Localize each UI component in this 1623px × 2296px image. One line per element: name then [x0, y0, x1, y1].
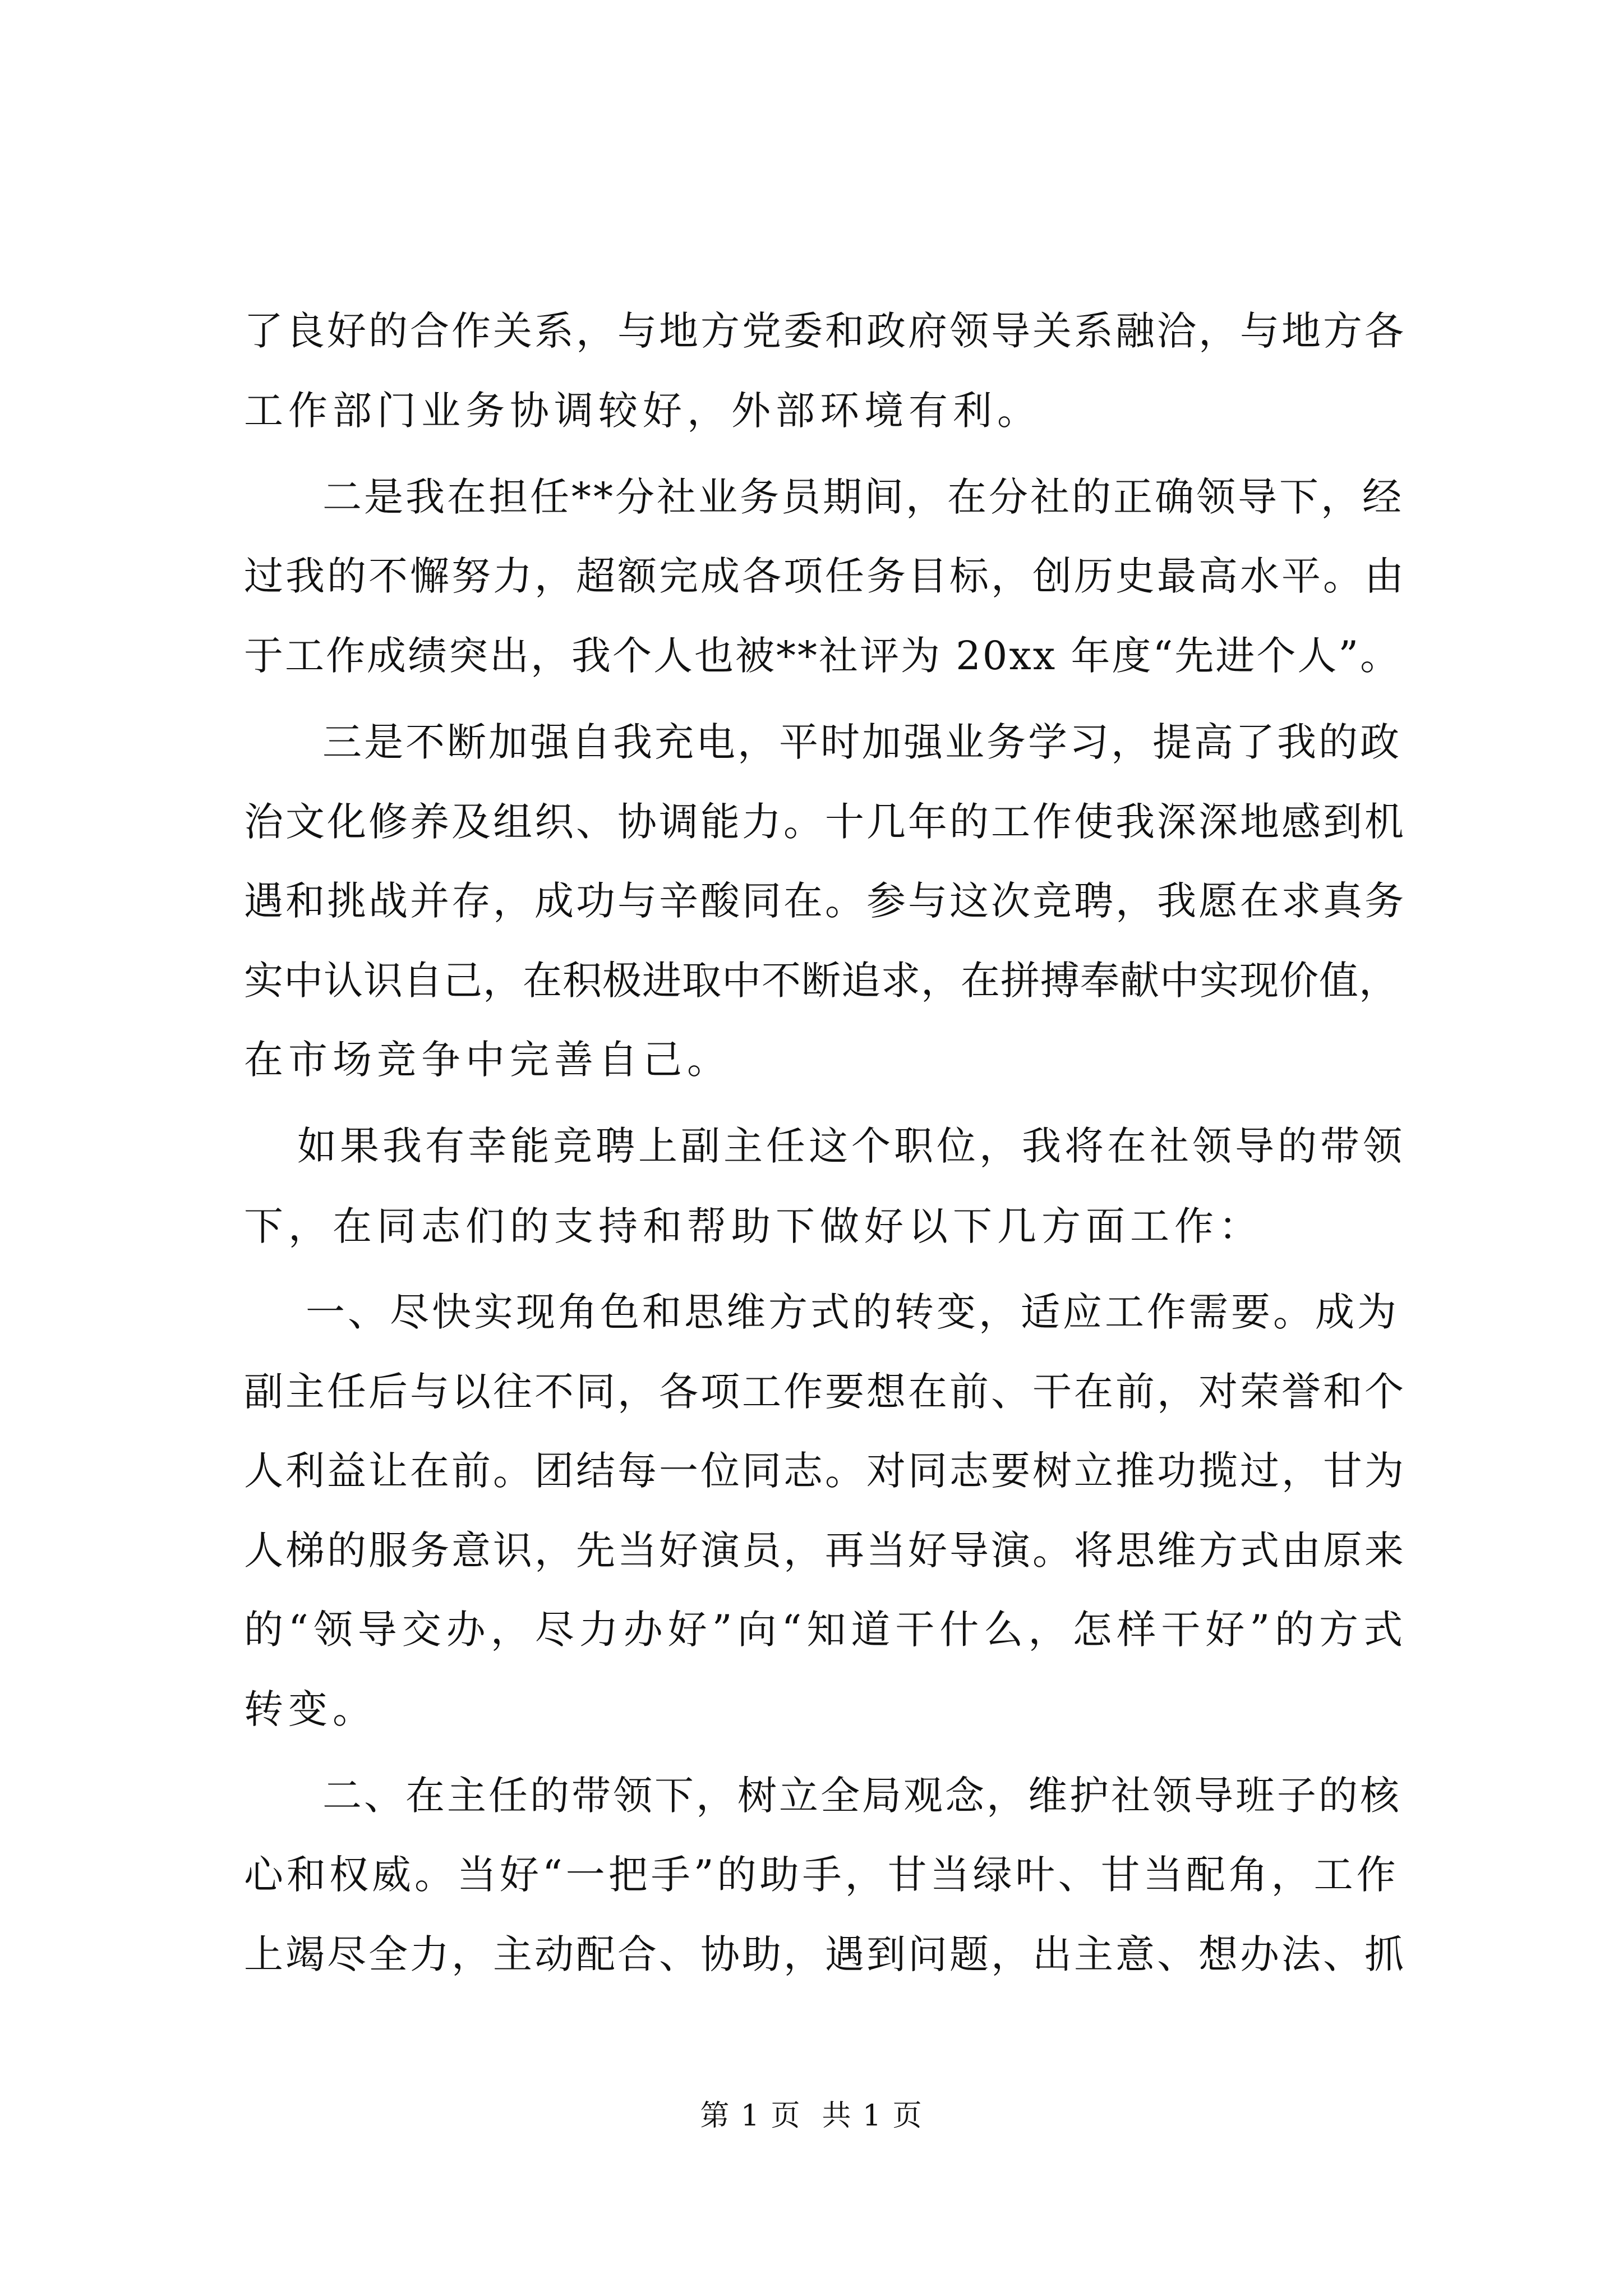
text-line: 上竭尽全力，主动配合、协助，遇到问题，出主意、想办法、抓: [244, 1931, 1406, 1977]
text-line: 人梯的服务意识，先当好演员，再当好导演。将思维方式由原来: [244, 1527, 1406, 1573]
text-line: 工作部门业务协调较好，外部环境有利。: [244, 388, 1041, 434]
text-line: 一、尽快实现角色和思维方式的转变，适应工作需要。成为: [306, 1289, 1399, 1335]
text-line: 治文化修养及组织、协调能力。十几年的工作使我深深地感到机: [244, 799, 1406, 845]
text-line: 心和权威。当好“一把手”的助手，甘当绿叶、甘当配角，工作: [244, 1852, 1399, 1898]
text-line: 下，在同志们的支持和帮助下做好以下几方面工作：: [244, 1203, 1263, 1249]
text-line: 三是不断加强自我充电，平时加强业务学习，提高了我的政: [322, 719, 1401, 765]
text-line: 过我的不懈努力，超额完成各项任务目标，创历史最高水平。由: [244, 553, 1406, 599]
text-line: 了良好的合作关系，与地方党委和政府领导关系融洽，与地方各: [244, 308, 1406, 354]
text-line: 遇和挑战并存，成功与辛酸同在。参与这次竞聘，我愿在求真务: [244, 878, 1406, 924]
page-number-footer: 第 1 页 共 1 页: [700, 2099, 923, 2133]
text-line: 的“领导交办，尽力办好”向“知道干什么，怎样干好”的方式: [244, 1607, 1408, 1653]
text-line: 如果我有幸能竞聘上副主任这个职位，我将在社领导的带领: [297, 1123, 1405, 1169]
text-line: 于工作成绩突出，我个人也被**社评为 20xx 年度“先进个人”。: [244, 633, 1401, 679]
text-line: 人利益让在前。团结每一位同志。对同志要树立推功揽过，甘为: [244, 1448, 1406, 1494]
text-line: 在市场竞争中完善自己。: [244, 1037, 731, 1083]
text-line: 二是我在担任**分社业务员期间，在分社的正确领导下，经: [322, 474, 1404, 520]
text-line: 副主任后与以往不同，各项工作要想在前、干在前，对荣誉和个: [244, 1369, 1406, 1415]
text-line: 实中认识自己，在积极进取中不断追求，在拼搏奉献中实现价值，: [244, 958, 1399, 1004]
text-line: 二、在主任的带领下，树立全局观念，维护社领导班子的核: [322, 1773, 1401, 1819]
text-line: 转变。: [244, 1686, 377, 1732]
